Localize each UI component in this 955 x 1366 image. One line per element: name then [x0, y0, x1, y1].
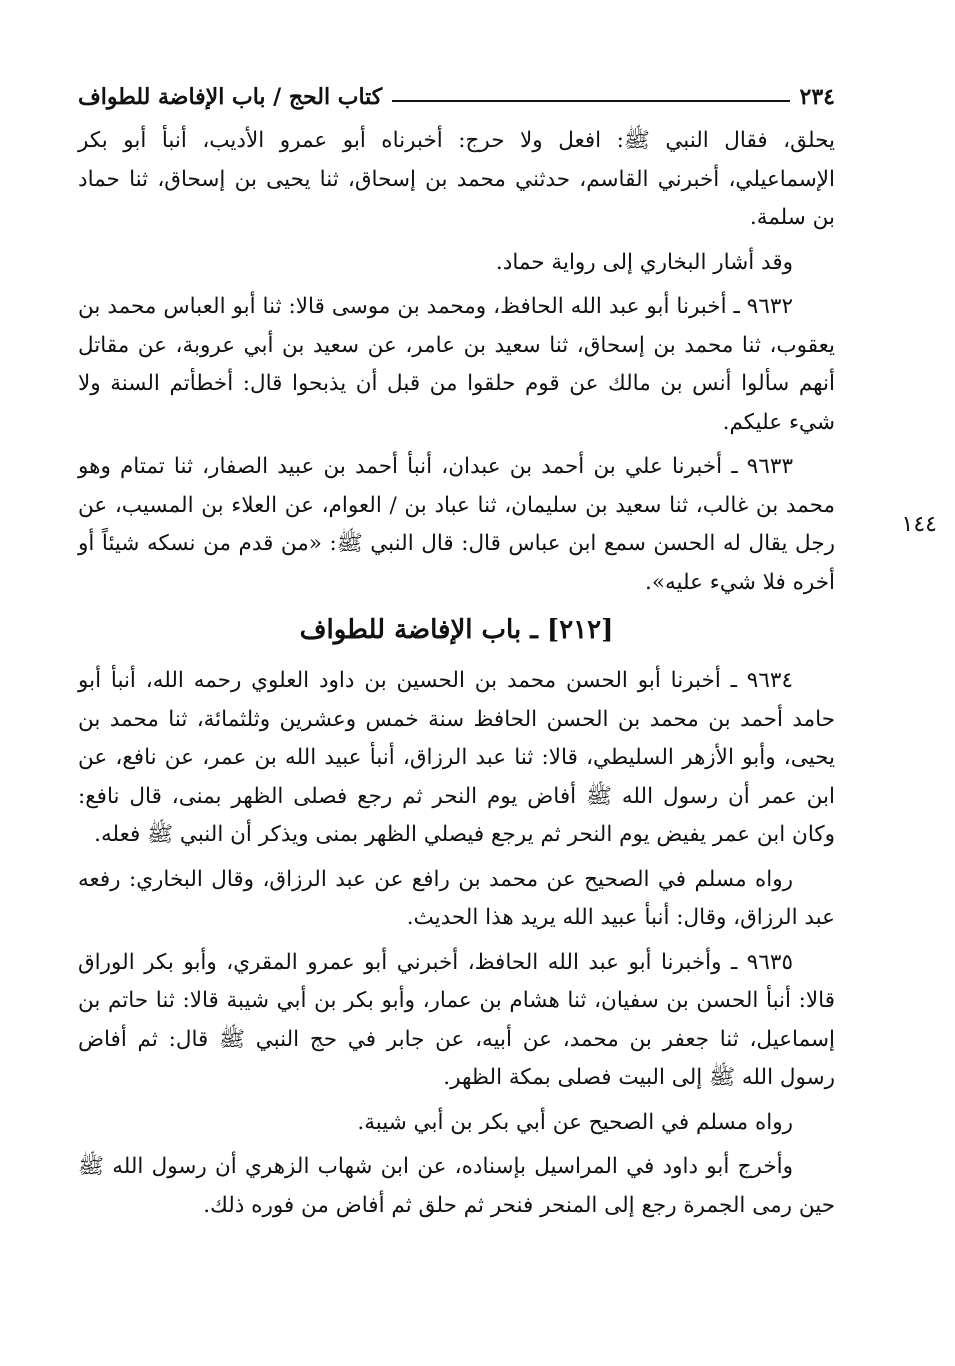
running-title: كتاب الحج / باب الإفاضة للطواف [78, 84, 383, 110]
paragraph-muslim-note-1: رواه مسلم في الصحيح عن محمد بن رافع عن عبد الرزاق، وقال البخاري: رفعه عبد الرزاق، وقال: أنبأ عبيد الله يريد هذا الحديث. [78, 866, 835, 930]
running-header [78, 70, 835, 110]
hadith-9633: ٩٦٣٣ ـ أخبرنا علي بن أحمد بن عبدان، أنبأ أحمد بن عبيد الصفار، ثنا تمتام وهو محمد بن غالب، ثنا سعيد بن سليمان، ثنا عباد بن / العوام، عن العلاء بن المسيب، عن رجل يقال له الحسن سمع ابن عباس قال: قال النبي ﷺ: «من قدم من نسكه شيئاً أو أخره فلا شيء عليه». [78, 454, 835, 595]
page-number: ٢٣٤ [799, 84, 835, 110]
paragraph-continuation: يحلق، فقال النبي ﷺ: افعل ولا حرج: أخبرناه أبو عمرو الأديب، أنبأ أبو بكر الإسماعيلي، أخبرني القاسم، حدثني محمد بن إسحاق، ثنا يحيى بن إسحاق، ثنا حماد بن سلمة. [78, 128, 835, 230]
main-text [78, 122, 835, 1231]
margin-volume-page-number: ١٤٤ [901, 512, 937, 537]
paragraph-bukhari-note: وقد أشار البخاري إلى رواية حماد. [495, 249, 793, 275]
hadith-9635: ٩٦٣٥ ـ وأخبرنا أبو عبد الله الحافظ، أخبرني أبو عمرو المقري، وأبو بكر الوراق قالا: أنبأ الحسن بن سفيان، ثنا هشام بن عمار، وأبو بكر بن أبي شيبة قالا: ثنا حاتم بن إسماعيل، ثنا جعفر بن محمد، عن أبيه، عن جابر في حج النبي ﷺ قال: ثم أفاض رسول الله ﷺ إلى البيت فصلى بمكة الظهر. [78, 949, 835, 1090]
paragraph-abu-dawud-note: وأخرج أبو داود في المراسيل بإسناده، عن ابن شهاب الزهري أن رسول الله ﷺ حين رمى الجمرة رجع إلى المنحر فنحر ثم حلق ثم أفاض من فوره ذلك. [78, 1154, 835, 1218]
paragraph-muslim-note-2: رواه مسلم في الصحيح عن أبي بكر بن أبي شيبة. [357, 1109, 793, 1135]
hadith-9634: ٩٦٣٤ ـ أخبرنا أبو الحسن محمد بن الحسين بن داود العلوي رحمه الله، أنبأ أبو حامد أحمد بن محمد بن الحسن الحافظ سنة خمس وعشرين وثلثمائة، ثنا محمد بن يحيى، وأبو الأزهر السليطي، قالا: ثنا عبد الرزاق، أنبأ عبيد الله بن عمر، عن نافع، عن ابن عمر أن رسول الله ﷺ أفاض يوم النحر ثم رجع فصلى الظهر بمنى، قال نافع: وكان ابن عمر يفيض يوم النحر ثم يرجع فيصلي الظهر بمنى ويذكر أن النبي ﷺ فعله. [78, 668, 835, 847]
hadith-9632: ٩٦٣٢ ـ أخبرنا أبو عبد الله الحافظ، ومحمد بن موسى قالا: ثنا أبو العباس محمد بن يعقوب، ثنا محمد بن إسحاق، ثنا سعيد بن عامر، عن سعيد بن أبي عروبة، عن مقاتل أنهم سألوا أنس بن مالك عن قوم حلقوا من قبل أن يذبحوا قال: أخطأتم السنة ولا شيء عليكم. [78, 294, 835, 435]
chapter-heading: [٢١٢] ـ باب الإفاضة للطواف [299, 615, 614, 645]
header-rule [392, 100, 789, 102]
